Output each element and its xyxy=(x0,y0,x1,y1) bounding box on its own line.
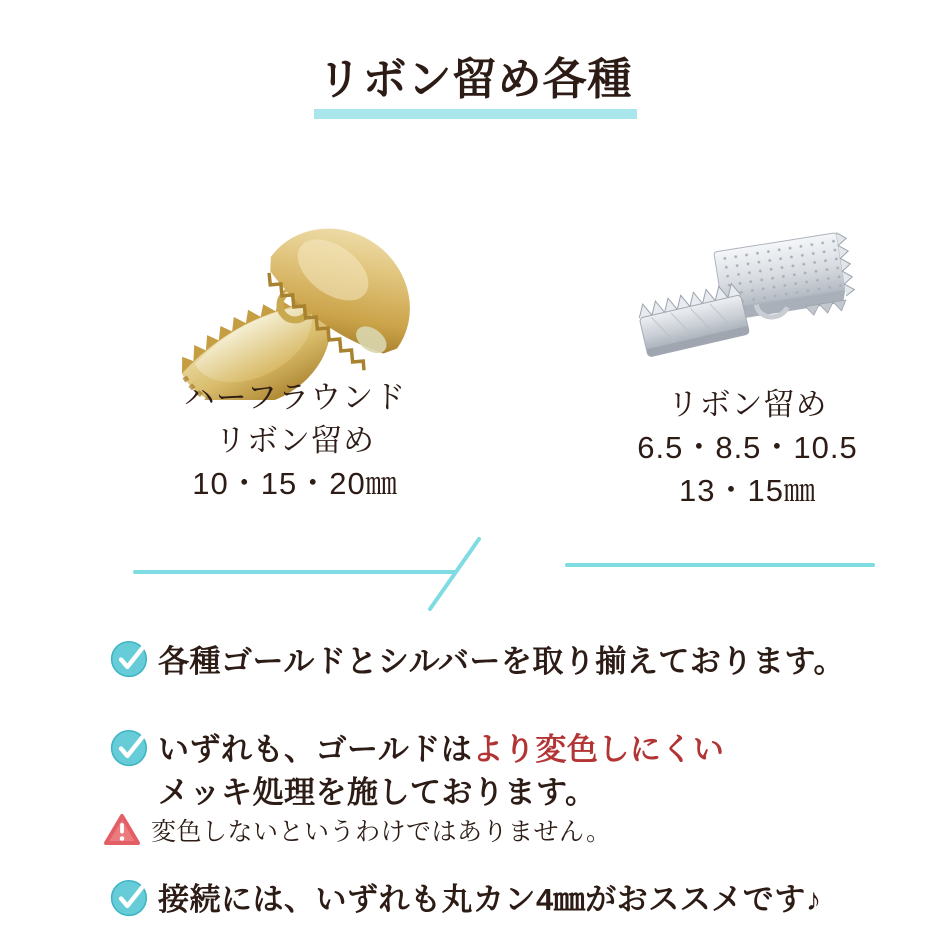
page-title: リボン留め各種 xyxy=(314,55,637,119)
warning-triangle-icon xyxy=(102,812,142,850)
note-availability: 各種ゴールドとシルバーを取り揃えております。 xyxy=(158,644,845,679)
note-plating-line1 xyxy=(158,733,724,767)
check-circle-icon xyxy=(109,726,151,768)
note-plating-prefix: いずれも、ゴールドは xyxy=(158,732,473,767)
check-circle-icon xyxy=(109,637,151,679)
check-circle-icon xyxy=(109,876,151,918)
note-plating-line2: メッキ処理を施しております。 xyxy=(158,775,597,810)
caption-line: ハーフラウンド xyxy=(183,380,407,415)
warning-note: 変色しないというわけではありません。 xyxy=(151,818,612,846)
caption-line: 13・15㎜ xyxy=(679,473,816,508)
caption-line: 10・15・20㎜ xyxy=(192,466,398,501)
silver-ribbon-clamps-photo xyxy=(630,222,870,367)
silver-crimp-bottom xyxy=(636,282,749,357)
caption-line: 6.5・8.5・10.5 xyxy=(637,430,858,465)
caption-line: リボン留め xyxy=(667,387,828,422)
caption-line: リボン留め xyxy=(215,423,375,458)
caption-half-round xyxy=(95,376,495,505)
note-connection: 接続には、いずれも丸カン4㎜がおススメです♪ xyxy=(158,882,822,917)
divider-lines xyxy=(0,525,950,620)
title-block xyxy=(0,55,950,119)
gold-half-round-clamps-photo xyxy=(163,205,458,400)
note-plating-highlight: より変色しにくい xyxy=(472,732,725,767)
caption-ribbon-clamp xyxy=(555,383,940,512)
